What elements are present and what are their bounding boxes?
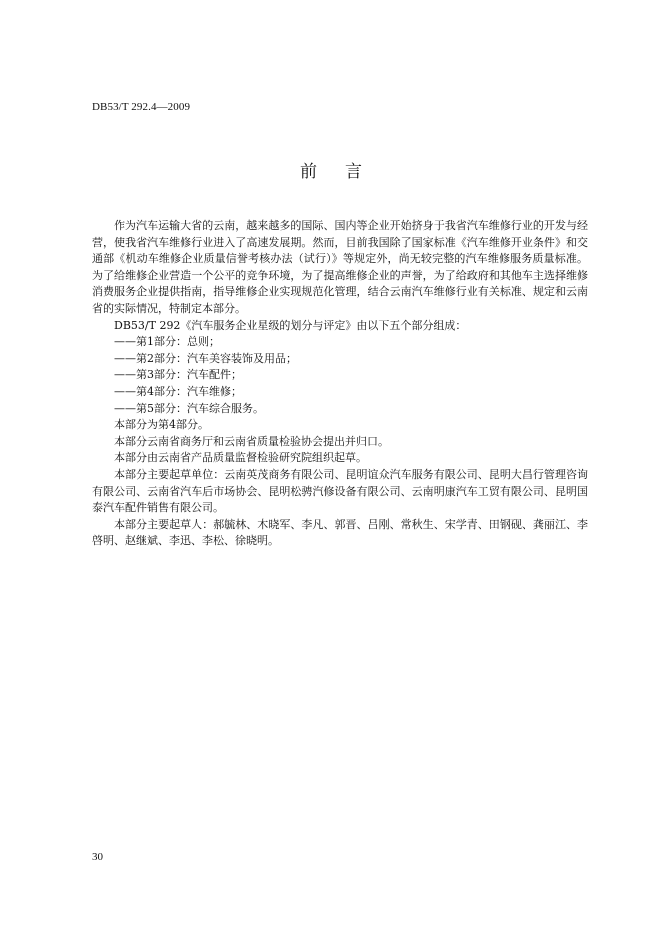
part-list-item-2: ——第2部分：汽车美容装饰及用品； xyxy=(114,351,297,365)
part-list-item-5: ——第5部分：汽车综合服务。 xyxy=(114,401,264,415)
intro-paragraph: 作为汽车运输大省的云南，越来越多的国际、国内等企业开始挤身于我省汽车维修行业的开发与经营，使我省汽车维修行业进入了高速发展期。然而，目前我国除了国家标准《汽车维修开业条件》和交通部《机动车维修企业质量信誉考核办法（试行）》等规定外，尚无较完整的汽车维修服务质量标准。为了给维修企业营造一个公平的竞争环境，为了提高维修企业的声誉，为了给政府和其他车主选择维修消费服务企业提供指南，指导维修企业实现规范化管理，结合云南汽车维修行业有关标准、规定和云南省的实际情况，特制定本部分。 xyxy=(92,219,588,315)
document-code: DB53/T 292.4—2009 xyxy=(92,101,191,113)
drafting-units-paragraph: 本部分主要起草单位：云南英茂商务有限公司、昆明谊众汽车服务有限公司、昆明大昌行管理咨询有限公司、云南省汽车后市场协会、昆明松骋汽修设备有限公司、云南明康汽车工贸有限公司、昆明国泰汽车配件销售有限公司。 xyxy=(92,467,588,515)
part-list-item-3: ——第3部分：汽车配件； xyxy=(114,368,242,382)
page-number: 30 xyxy=(92,851,103,863)
page-title: 前言 xyxy=(300,162,390,182)
foreword-body xyxy=(92,218,588,550)
this-part-paragraph: 本部分为第4部分。 xyxy=(114,418,209,432)
organizer-paragraph: 本部分由云南省产品质量监督检验研究院组织起草。 xyxy=(114,451,367,465)
part-list-item-4: ——第4部分：汽车维修； xyxy=(114,384,242,398)
drafters-paragraph: 本部分主要起草人：郝毓林、木晓军、李凡、郭晋、吕刚、常秋生、宋学青、田钢砚、龚丽江、李啓明、赵继斌、李迅、李松、徐晓明。 xyxy=(92,517,588,548)
part-list-item-1: ——第1部分：总则； xyxy=(114,335,220,349)
proposer-paragraph: 本部分云南省商务厅和云南省质量检验协会提出并归口。 xyxy=(114,434,389,448)
parts-intro-paragraph: DB53/T 292《汽车服务企业星级的划分与评定》由以下五个部分组成： xyxy=(114,318,467,332)
